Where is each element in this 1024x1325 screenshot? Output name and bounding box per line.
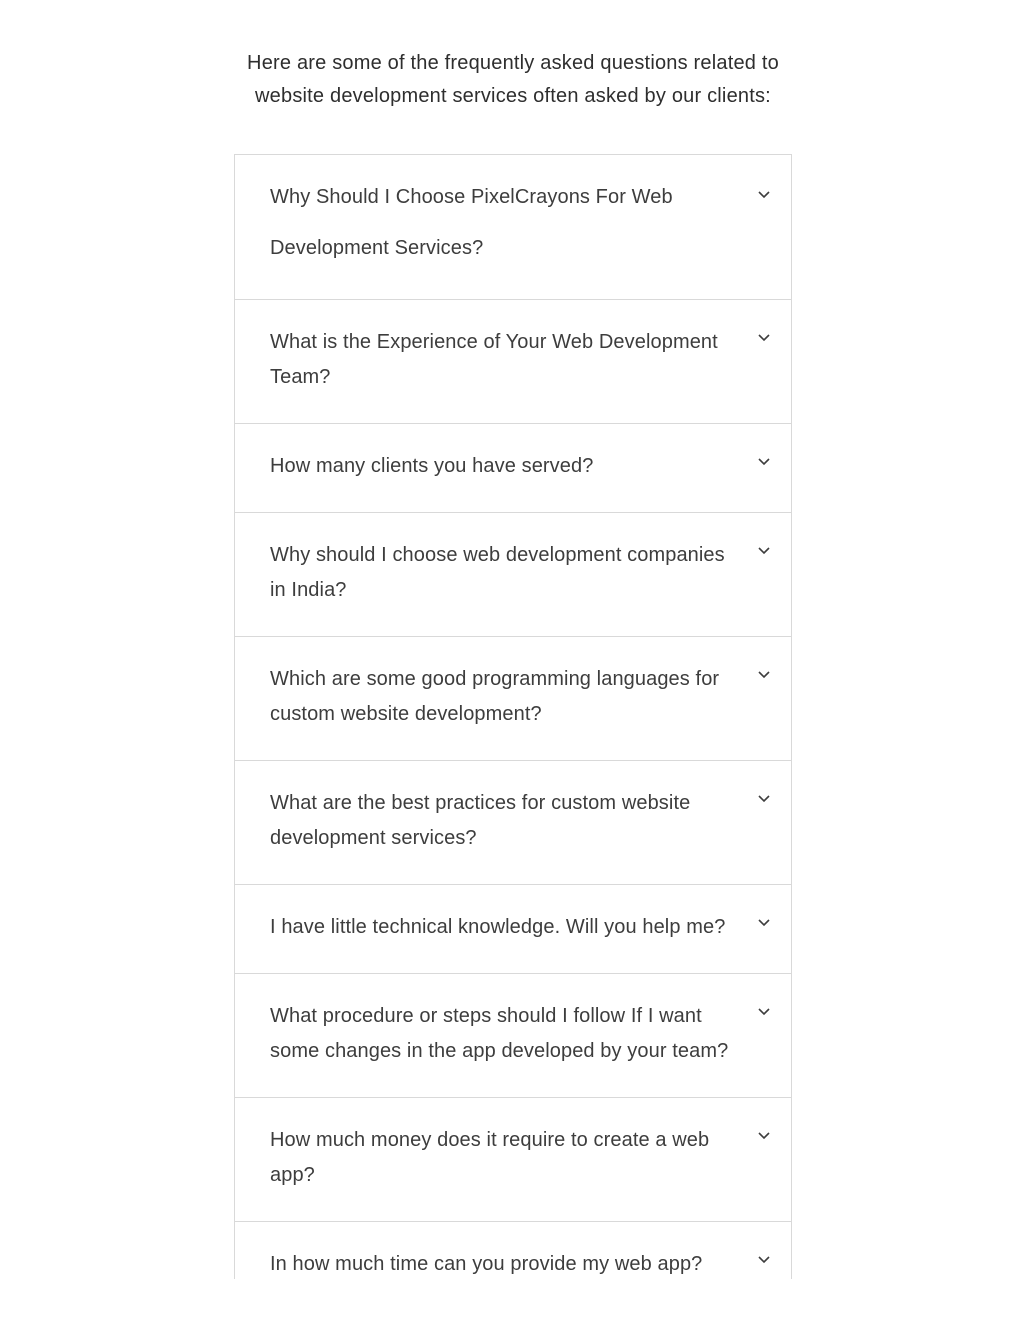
faq-item[interactable] <box>234 1222 792 1279</box>
faq-question: What procedure or steps should I follow If I want some changes in the app developed by your team? <box>270 1005 729 1062</box>
faq-list <box>234 154 792 1279</box>
chevron-down-icon[interactable] <box>757 1255 771 1265</box>
chevron-down-icon[interactable] <box>757 457 771 467</box>
chevron-down-icon[interactable] <box>757 918 771 928</box>
chevron-down-icon[interactable] <box>757 670 771 680</box>
faq-item[interactable] <box>234 761 792 885</box>
faq-question: How much money does it require to create a web app? <box>270 1129 710 1186</box>
faq-question: Why Should I Choose PixelCrayons For Web Development Services? <box>270 186 673 259</box>
faq-question: What is the Experience of Your Web Development Team? <box>270 331 718 388</box>
faq-item[interactable] <box>234 885 792 974</box>
faq-item[interactable] <box>234 300 792 424</box>
faq-intro-text: Here are some of the frequently asked questions related to website development services often asked by our clients: <box>247 52 779 107</box>
faq-question: Which are some good programming languages for custom website development? <box>270 668 720 725</box>
faq-item[interactable] <box>234 424 792 513</box>
chevron-down-icon[interactable] <box>757 794 771 804</box>
faq-question: I have little technical knowledge. Will you help me? <box>270 916 726 938</box>
chevron-down-icon[interactable] <box>757 333 771 343</box>
faq-question: In how much time can you provide my web app? <box>270 1253 703 1275</box>
chevron-down-icon[interactable] <box>757 1131 771 1141</box>
chevron-down-icon[interactable] <box>757 546 771 556</box>
faq-item[interactable] <box>234 513 792 637</box>
faq-item[interactable] <box>234 637 792 761</box>
chevron-down-icon[interactable] <box>757 190 771 200</box>
faq-item[interactable] <box>234 974 792 1098</box>
faq-question: How many clients you have served? <box>270 455 594 477</box>
faq-item[interactable] <box>234 155 792 300</box>
faq-accordion <box>234 154 792 1279</box>
faq-item[interactable] <box>234 1098 792 1222</box>
chevron-down-icon[interactable] <box>757 1007 771 1017</box>
faq-question: What are the best practices for custom website development services? <box>270 792 691 849</box>
faq-question: Why should I choose web development companies in India? <box>270 544 725 601</box>
